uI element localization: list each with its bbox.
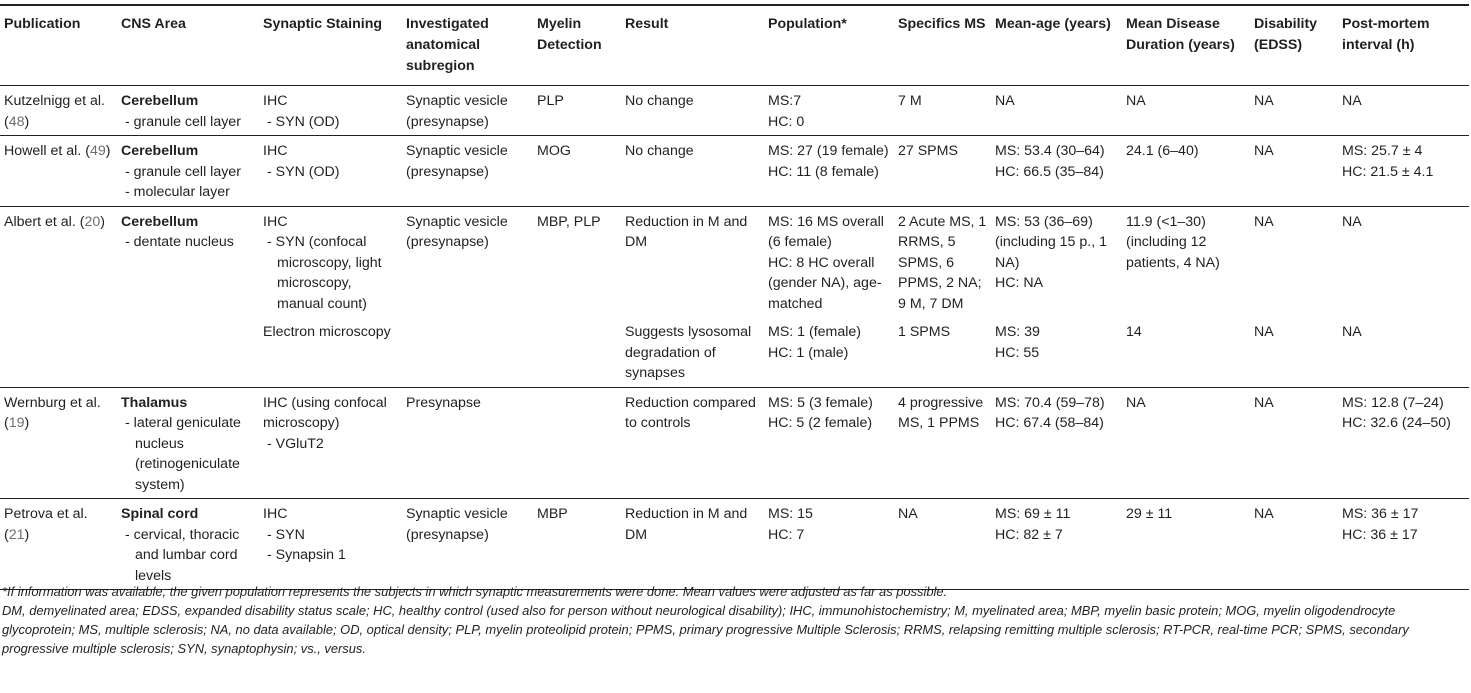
subregion-line: Synaptic vesicle [406, 506, 508, 522]
cell-result: No change [625, 143, 694, 159]
header-mean-disease-duration: Mean Disease Duration (years) [1126, 16, 1235, 53]
cell-subregion [402, 387, 533, 499]
cell-post-mortem [1338, 317, 1469, 387]
cell-disability: NA [1254, 394, 1274, 411]
cell-post-mortem [1338, 499, 1469, 590]
subregion-line: (presynapse) [406, 163, 489, 180]
cell-staining [259, 206, 402, 317]
cell-population [764, 499, 894, 590]
cell-duration: 11.9 (<1–30) (including 12 patients, 4 NA) [1126, 213, 1220, 271]
cell-mean-age [991, 206, 1122, 317]
cell-staining [259, 387, 402, 499]
cell-duration: 14 [1126, 324, 1142, 340]
area-title: Spinal cord [121, 506, 199, 522]
cell-duration: NA [1126, 394, 1146, 411]
cell-disability: NA [1254, 506, 1274, 522]
population-hc: HC: 8 HC overall (gender NA), age-matched [768, 254, 882, 312]
cell-mean-age [991, 136, 1122, 207]
cell-specifics: 7 M [898, 93, 922, 109]
header-myelin-detection: Myelin Detection [537, 16, 602, 53]
data-table [0, 4, 1469, 590]
cell-cns-area [117, 499, 259, 590]
header-cns-area: CNS Area [121, 16, 186, 32]
population-ms: MS: 27 (19 female) [768, 143, 889, 159]
area-title: Cerebellum [121, 143, 199, 159]
subregion-line: Synaptic vesicle [406, 93, 508, 109]
cell-subregion [402, 206, 533, 317]
cell-myelin: MBP, PLP [537, 213, 601, 230]
mean-age-line: HC: 82 ± 7 [995, 526, 1063, 543]
author-name: Howell et al. [4, 143, 82, 159]
table-row [0, 86, 1469, 136]
cell-staining [259, 86, 402, 136]
header-mean-age: Mean-age (years) [995, 16, 1111, 32]
mean-age-line: HC: 67.4 (58–84) [995, 415, 1104, 431]
cell-result: Suggests lysosomal degradation of synapses [625, 324, 752, 381]
population-hc: HC: 5 (2 female) [768, 415, 873, 431]
table-row [0, 499, 1469, 590]
cell-duration: 29 ± 11 [1126, 506, 1173, 522]
cell-cns-area [117, 206, 259, 387]
cell-myelin: PLP [537, 93, 564, 109]
mean-age-line: HC: 55 [995, 344, 1040, 361]
area-sub: - molecular layer [125, 184, 230, 200]
cell-disability: NA [1254, 93, 1274, 109]
cell-population [764, 206, 894, 317]
population-ms: MS: 16 MS overall (6 female) [768, 213, 884, 250]
author-name: Petrova et al. [4, 506, 88, 522]
area-title: Cerebellum [121, 213, 199, 230]
cell-myelin [533, 387, 621, 499]
cell-specifics: 2 Acute MS, 1 RRMS, 5 SPMS, 6 PPMS, 2 NA; 9 M, 7 DM [898, 213, 987, 312]
area-sub: - granule cell layer [125, 163, 241, 180]
post-mortem-line: MS: 12.8 (7–24) [1342, 394, 1444, 411]
staining-method: IHC (using confocal microscopy) [263, 394, 387, 431]
header-synaptic-staining: Synaptic Staining [263, 16, 383, 32]
staining-method: IHC [263, 93, 288, 109]
area-sub: - dentate nucleus [125, 234, 234, 250]
mean-age-line: MS: 53.4 (30–64) [995, 143, 1105, 159]
table-row [0, 387, 1469, 499]
area-sub: - granule cell layer [125, 113, 241, 130]
cell-specifics: 1 SPMS [898, 324, 951, 340]
subregion-line: (presynapse) [406, 526, 489, 543]
mean-age-line: MS: 69 ± 11 [995, 506, 1071, 522]
header-post-mortem: Post-mortem interval (h) [1342, 16, 1430, 53]
cell-population [764, 86, 894, 136]
cell-result: Reduction in M and DM [625, 213, 748, 250]
staining-method: IHC [263, 143, 288, 159]
staining-marker: - VGluT2 [267, 435, 324, 452]
reference-link[interactable]: 48 [8, 113, 25, 130]
header-result: Result [625, 16, 669, 32]
mean-age-line: HC: NA [995, 275, 1044, 291]
area-sub: - lateral geniculate nucleus (retinogeniculate system) [125, 415, 241, 493]
cell-publication: Wernburg et al. (19) [4, 394, 101, 431]
cell-disability: NA [1254, 324, 1274, 340]
cell-post-mortem [1338, 86, 1469, 136]
author-name: Kutzelnigg et al. [4, 93, 105, 109]
subregion-line: Presynapse [406, 394, 481, 411]
cell-post-mortem [1338, 206, 1469, 317]
cell-publication: Kutzelnigg et al. (48) [4, 93, 105, 130]
mean-age-line: HC: 66.5 (35–84) [995, 163, 1104, 180]
cell-mean-age [991, 86, 1122, 136]
cell-mean-age [991, 499, 1122, 590]
subregion-line: Synaptic vesicle [406, 213, 508, 230]
cell-cns-area [117, 387, 259, 499]
staining-marker: - SYN (OD) [267, 163, 340, 180]
cell-publication: Albert et al. (20) [4, 213, 105, 230]
cell-post-mortem [1338, 136, 1469, 207]
cell-publication: Howell et al. (49) [4, 143, 111, 159]
post-mortem-line: NA [1342, 324, 1362, 340]
cell-cns-area [117, 86, 259, 136]
cell-mean-age [991, 317, 1122, 387]
population-hc: HC: 11 (8 female) [768, 163, 879, 180]
staining-marker: - SYN (confocal microscopy, light microscopy, manual count) [267, 234, 382, 312]
population-ms: MS: 5 (3 female) [768, 394, 873, 411]
footnote-population: *If information was available, the given population represents the subjects in which synaptic measurements were done. Mean values were adjusted as far as possible. [2, 584, 948, 599]
header-anatomical-subregion: Investigated anatomical subregion [406, 16, 489, 74]
mean-age-line: MS: 39 [995, 324, 1040, 340]
cell-myelin: MBP [537, 506, 568, 522]
reference-link[interactable]: 21 [8, 526, 25, 543]
reference-link[interactable]: 19 [8, 415, 25, 431]
cell-result: Reduction in M and DM [625, 506, 748, 543]
author-name: Wernburg et al. [4, 394, 101, 411]
table-row [0, 136, 1469, 207]
cell-population [764, 136, 894, 207]
post-mortem-line: HC: 32.6 (24–50) [1342, 415, 1451, 431]
population-ms: MS: 1 (female) [768, 324, 862, 340]
cell-population [764, 317, 894, 387]
post-mortem-line: HC: 36 ± 17 [1342, 526, 1418, 543]
reference-link[interactable]: 20 [84, 213, 101, 230]
post-mortem-line: MS: 25.7 ± 4 [1342, 143, 1423, 159]
table-row [0, 206, 1469, 317]
cell-result: No change [625, 93, 694, 109]
subregion-line: (presynapse) [406, 234, 489, 250]
post-mortem-line: HC: 21.5 ± 4.1 [1342, 163, 1434, 180]
cell-mean-age [991, 387, 1122, 499]
header-publication: Publication [4, 16, 81, 32]
staining-marker: - SYN [267, 526, 305, 543]
cell-staining [259, 136, 402, 207]
mean-age-line: NA [995, 93, 1015, 109]
reference-link[interactable]: 49 [89, 143, 106, 159]
subregion-line: Synaptic vesicle [406, 143, 508, 159]
header-specifics-ms: Specifics MS [898, 16, 986, 32]
header-row [0, 5, 1469, 86]
staining-marker: - Synapsin 1 [267, 547, 346, 563]
cell-staining: Electron microscopy [263, 324, 391, 340]
cell-cns-area [117, 136, 259, 207]
population-ms: MS:7 [768, 93, 802, 109]
area-sub: - cervical, thoracic and lumbar cord levels [125, 526, 240, 584]
area-title: Cerebellum [121, 93, 199, 109]
area-title: Thalamus [121, 394, 188, 411]
cell-publication: Petrova et al. (21) [4, 506, 88, 543]
author-name: Albert et al. [4, 213, 76, 230]
footnote-abbreviations: DM, demyelinated area; EDSS, expanded disability status scale; HC, healthy control (used also for person without neurological disability); IHC, immunohistochemistry; M, myelinated area; MBP, myelin basic protein; MOG, myelin oligodendrocyte glycoprotein; MS, multiple sclerosis; NA, no data available; OD, optical density; PLP, myelin proteolipid protein; PPMS, primary progressive Multiple Sclerosis; RRMS, relapsing remitting multiple sclerosis; RT-PCR, real-time PCR; SPMS, secondary progressive multiple sclerosis; SYN, synaptophysin; vs., versus. [2, 603, 1409, 656]
post-mortem-line: MS: 36 ± 17 [1342, 506, 1419, 522]
cell-post-mortem [1338, 387, 1469, 499]
cell-myelin: MOG [537, 143, 571, 159]
cell-specifics: 4 progressive MS, 1 PPMS [898, 394, 984, 431]
cell-duration: 24.1 (6–40) [1126, 143, 1199, 159]
cell-subregion [402, 499, 533, 590]
subregion-line: (presynapse) [406, 113, 489, 130]
header-population: Population* [768, 16, 847, 32]
cell-population [764, 387, 894, 499]
cell-subregion [402, 136, 533, 207]
post-mortem-line: NA [1342, 93, 1362, 109]
staining-marker: - SYN (OD) [267, 113, 340, 130]
cell-subregion [402, 86, 533, 136]
cell-specifics: 27 SPMS [898, 143, 958, 159]
staining-method: IHC [263, 213, 288, 230]
population-hc: HC: 1 (male) [768, 344, 849, 361]
cell-result: Reduction compared to controls [625, 394, 756, 431]
cell-duration: NA [1126, 93, 1146, 109]
population-ms: MS: 15 [768, 506, 813, 522]
staining-method: IHC [263, 506, 288, 522]
table-footnotes [2, 582, 1468, 658]
population-hc: HC: 0 [768, 113, 805, 130]
mean-age-line: MS: 53 (36–69) (including 15 p., 1 NA) [995, 213, 1107, 271]
mean-age-line: MS: 70.4 (59–78) [995, 394, 1105, 411]
cell-staining [259, 499, 402, 590]
post-mortem-line: NA [1342, 213, 1362, 230]
header-disability: Disability (EDSS) [1254, 16, 1318, 53]
population-hc: HC: 7 [768, 526, 805, 543]
cell-disability: NA [1254, 213, 1274, 230]
cell-specifics: NA [898, 506, 918, 522]
cell-disability: NA [1254, 143, 1274, 159]
